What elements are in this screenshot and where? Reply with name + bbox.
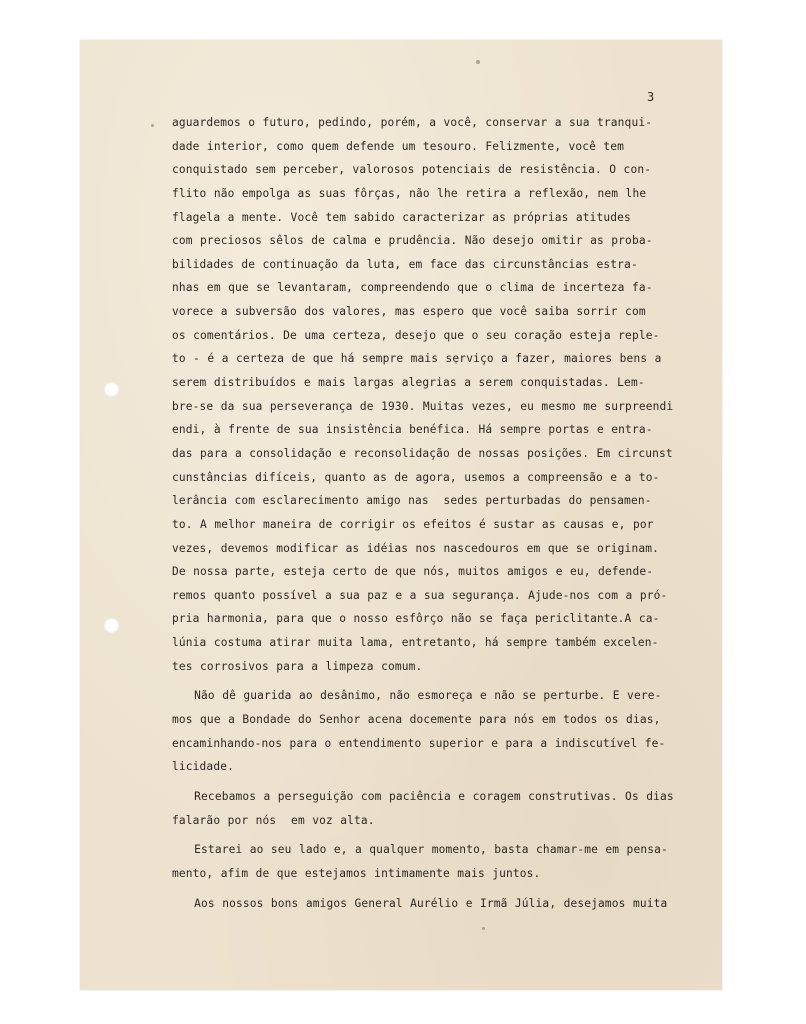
paper-speck [482,927,485,930]
text-line: aguardemos o futuro, pedindo, porém, a você, conservar a sua tranqui- [172,116,653,129]
text-line: Recebamos a perseguição com paciência e coragem construtivas. Os dias [172,789,674,803]
text-line: endi, à frente de sua insistência benéfica. Há sempre portas e entra- [172,423,653,437]
paper-speck [476,60,480,64]
paragraph [172,838,702,885]
text-line: nhas em que se levantaram, compreendendo que o clima de incerteza fa- [172,281,653,295]
text-line: serem distribuídos e mais largas alegrias a serem conquistadas. Lem- [172,376,645,390]
paragraph [172,111,702,678]
text-line: pria harmonia, para que o nosso esfôrço não se faça periclitante.A ca- [172,612,660,626]
text-line: flagela a mente. Você tem sabido caracterizar as próprias atitudes [172,210,631,224]
text-line: mento, afim de que estejamos intimamente mais juntos. [172,866,541,880]
text-line: vezes, devemos modificar as idéias nos nascedouros em que se originam. [172,541,659,555]
text-line: os comentários. De uma certeza, desejo que o seu coração esteja reple- [172,328,660,342]
text-line: Não dê guarida ao desânimo, não esmoreça e não se perturbe. E vere- [172,689,662,703]
text-line: mos que a Bondade do Senhor acena docemente para nós em todos os dias, [172,713,661,727]
paragraph [172,892,702,916]
text-line: to. A melhor maneira de corrigir os efeitos é sustar as causas e, por [172,517,654,531]
text-line: tes corrosivos para a limpeza comum. [172,659,423,673]
text-line: lúnia costuma atirar muita lama, entretanto, há sempre também excelen- [172,636,659,650]
page-number: 3 [647,90,655,104]
text-line: De nossa parte, esteja certo de que nós, muitos amigos e eu, defende- [172,565,654,579]
text-line: conquistado sem perceber, valorosos potenciais de resistência. O con- [172,163,652,177]
text-line: flito não empolga as suas fôrças, não lhe retira a reflexão, nem lhe [172,186,647,200]
paragraph [172,684,702,779]
text-line: Aos nossos bons amigos General Aurélio e Irmã Júlia, desejamos muita [172,896,668,910]
punch-hole [104,382,119,397]
text-line: vorece a subversão dos valores, mas espero que você saiba sorrir com [172,305,646,319]
text-line: bilidades de continuação da luta, em face das circunstâncias estra- [172,257,638,271]
text-line: com preciosos sêlos de calma e prudência. Não desejo omitir as proba- [172,234,653,248]
paper-speck [151,124,154,127]
text-line: cunstâncias difíceis, quanto as de agora, usemos a compreensão e a to- [172,470,660,484]
text-line: licidade. [172,760,234,774]
text-line: dade interior, como quem defende um tesouro. Felizmente, você tem [172,139,625,153]
text-line: lerância com esclarecimento amigo nas sedes perturbadas do pensamen- [172,494,652,508]
text-line: Estarei ao seu lado e, a qualquer momento, basta chamar-me em pensa- [172,843,668,857]
text-line: remos quanto possível a sua paz e a sua segurança. Ajude-nos com a pró- [172,588,668,602]
typewritten-page [80,40,722,990]
text-line: bre-se da sua perseverança de 1930. Muitas vezes, eu mesmo me surpreendi [172,399,674,413]
letter-body [172,111,702,915]
text-line: das para a consolidação e reconsolidação de nossas posições. Em circunst [172,446,673,460]
text-line: falarão por nós em voz alta. [172,813,375,827]
text-line: encaminhando-nos para o entendimento superior e para a indiscutível fe- [172,736,666,750]
punch-hole [104,618,119,633]
text-line: to - é a certeza de que há sempre mais serviço a fazer, maiores bens a [172,352,662,366]
paragraph [172,785,702,832]
